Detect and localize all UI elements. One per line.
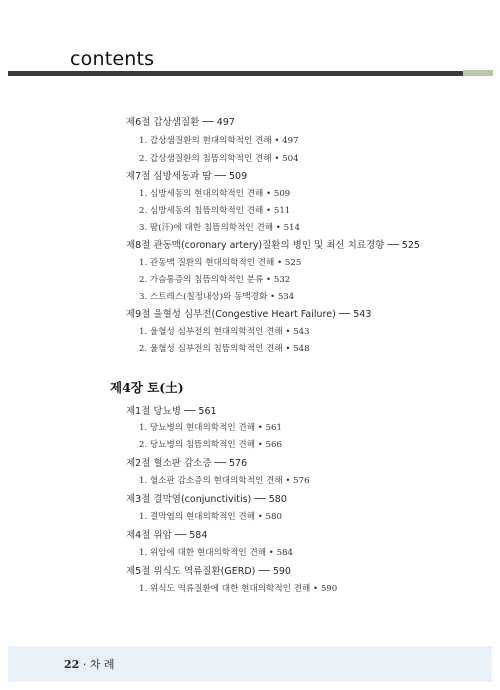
toc-section: 제9절 울혈성 심부전(Congestive Heart Failure) ── 543 bbox=[126, 309, 372, 320]
toc-section: 제6절 갑상샘질환 ── 497 bbox=[126, 117, 235, 128]
toc-section: 제7절 심방세동과 땀 ── 509 bbox=[126, 171, 248, 182]
toc-item: 3. 스트레스(칠정내상)와 동맥경화 • 534 bbox=[139, 292, 295, 302]
toc-item: 2. 가슴통증의 침뜸의학적인 분류 • 532 bbox=[139, 275, 291, 285]
toc-item: 1. 갑상샘질환의 현대의학적인 견해 • 497 bbox=[139, 136, 299, 146]
toc-item: 3. 땀(汗)에 대한 침뜸의학적인 견해 • 514 bbox=[139, 223, 300, 233]
footer-text bbox=[64, 656, 115, 672]
header-rule bbox=[8, 71, 463, 76]
toc-item: 1. 울혈성 심부전의 현대의학적인 견해 • 543 bbox=[139, 327, 310, 337]
toc-section: 제5절 위식도 역류질환(GERD) ── 590 bbox=[126, 566, 291, 577]
toc-item: 1. 결막염의 현대의학적인 견해 • 580 bbox=[139, 512, 282, 522]
toc-section: 제2절 혈소판 감소증 ── 576 bbox=[126, 458, 248, 469]
toc-item: 1. 심방세동의 현대의학적인 견해 • 509 bbox=[139, 189, 291, 199]
toc-item: 2. 울혈성 심부전의 침뜸의학적인 견해 • 548 bbox=[139, 344, 310, 354]
toc-section: 제3절 결막염(conjunctivitis) ── 580 bbox=[126, 494, 287, 505]
chapter-title: 제4장 토(土) bbox=[110, 380, 184, 395]
toc-section: 제4절 위암 ── 584 bbox=[126, 530, 208, 541]
toc-item: 2. 당뇨병의 침뜸의학적인 견해 • 566 bbox=[139, 440, 282, 450]
toc-section: 제1절 당뇨병 ── 561 bbox=[126, 406, 217, 417]
toc-item: 1. 위암에 대한 현대의학적인 견해 • 584 bbox=[139, 548, 293, 558]
toc-item: 2. 갑상샘질환의 침뜸의학적인 견해 • 504 bbox=[139, 154, 299, 164]
page-footer bbox=[8, 646, 492, 682]
toc-item: 2. 심방세동의 침뜸의학적인 견해 • 511 bbox=[139, 206, 291, 216]
footer-separator: · bbox=[82, 658, 87, 671]
toc-item: 1. 혈소판 감소증의 현대의학적인 견해 • 576 bbox=[139, 476, 310, 486]
toc-item: 1. 당뇨병의 현대의학적인 견해 • 561 bbox=[139, 423, 282, 433]
toc-section: 제8절 관동맥(coronary artery)질환의 병인 및 최신 치료경향 ── 525 bbox=[126, 240, 420, 251]
page-header bbox=[0, 0, 500, 80]
page-number: 22 bbox=[64, 658, 80, 671]
header-rule-accent bbox=[463, 70, 493, 76]
toc-item: 1. 위식도 역류질환에 대한 현대의학적인 견해 • 590 bbox=[139, 584, 338, 594]
toc-item: 1. 관동맥 질환의 현대의학적인 견해 • 525 bbox=[139, 258, 302, 268]
contents-title: contents bbox=[70, 48, 155, 70]
footer-label: 차 례 bbox=[89, 658, 115, 671]
